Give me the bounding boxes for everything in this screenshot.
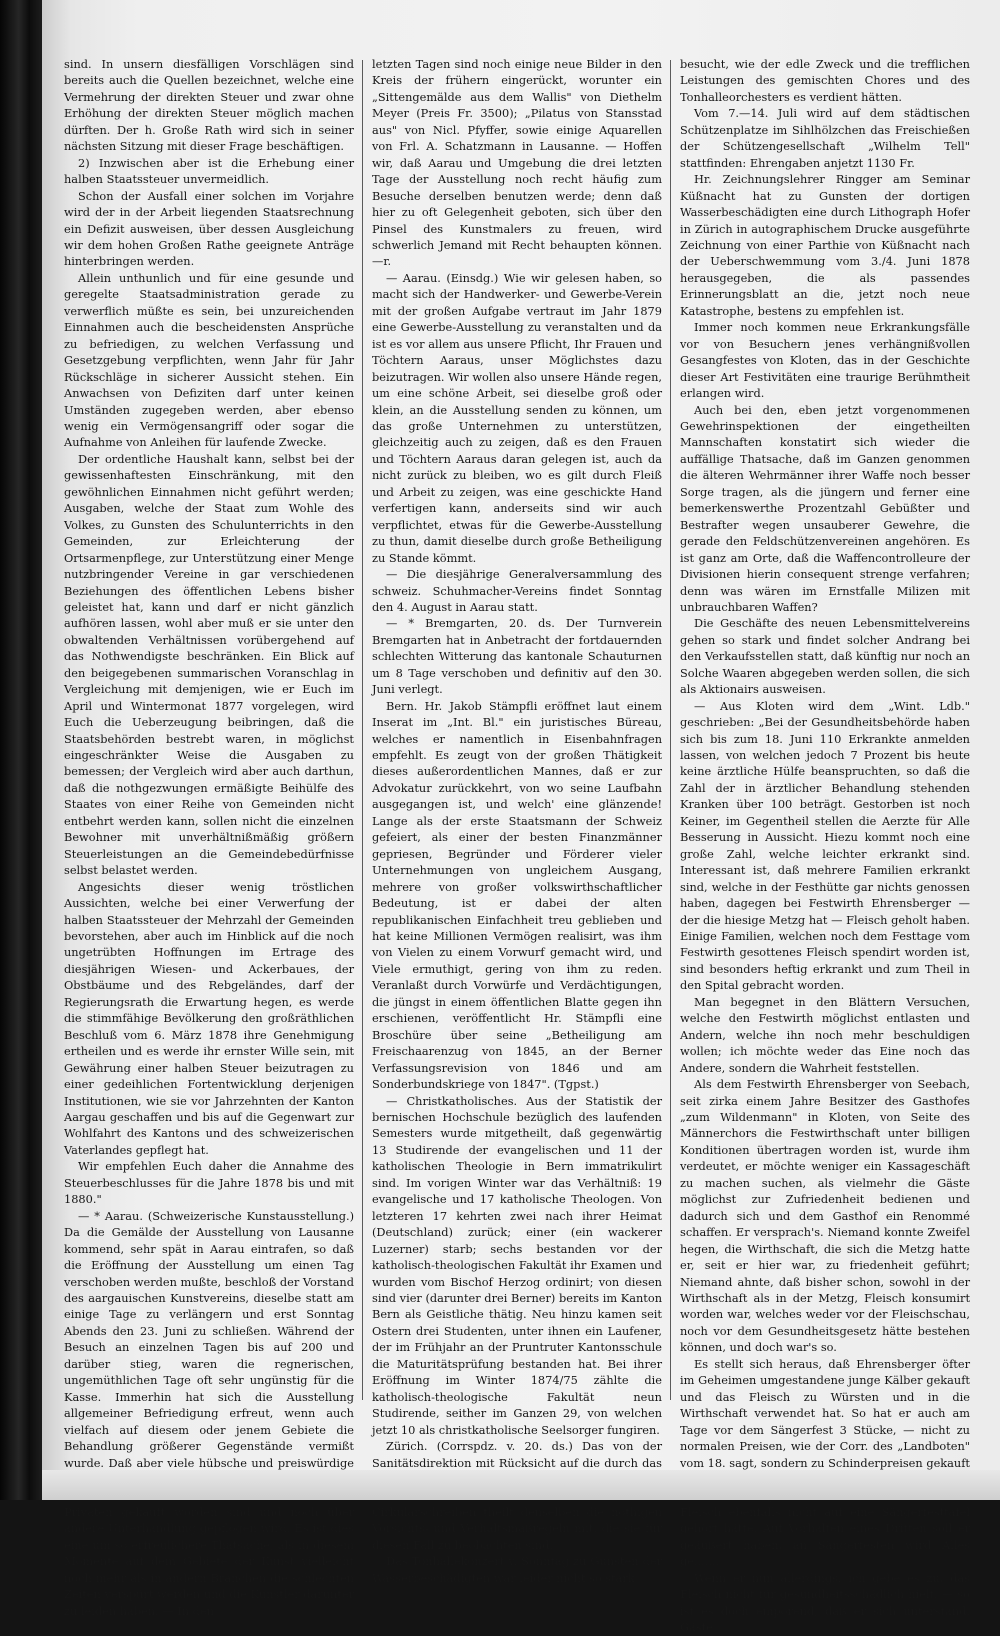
paragraph: — Aarau. (Einsdg.) Wie wir gelesen haben, so macht sich der Handwerker- und Gewerbe-Verein mit der großen Aufgabe vertraut im Jahr 1879 eine Gewerbe-Ausstellung zu veranstalten und da ist es vor allem aus unsere Pflicht, Ihr Frauen und Töchtern Aaraus, unser Möglichstes dazu beizutragen. Wir wollen also unsere Hände regen, um eine schöne Arbeit, sei dieselbe groß oder klein, an die Ausstellung senden zu können, um das große Unternehmen zu unterstützen, gleichzeitig auch zu zeigen, daß es den Frauen und Töchtern Aaraus daran gelegen ist, auch da nicht zurück zu bleiben, wo es gilt durch Fleiß und Arbeit zu zeigen, was eine geschickte Hand verfertigen kann, anderseits sind wir auch verpflichtet, etwas für die Gewerbe-Ausstellung zu thun, damit dieselbe durch große Betheiligung zu Stande kömmt. [372, 270, 662, 565]
column-rule-right [670, 60, 671, 1400]
paragraph: Es stellt sich heraus, daß Ehrensberger öfter im Geheimen umgestandene junge Kälber gekauft und das Fleisch zu Würsten und in die Wirthschaft verwendet hat. So hat er auch am Tage vor dem Sängerfest 3 Stücke, — nicht zu normalen Preisen, wie der Corr. des „Landboten" vom 18. sagt, sondern zu Schinderpreisen gekauft Fleisch ebenfalls nicht auf eine Sängerfesttafel gehört hätte. Auf Vorhalten eines Dritten soll er geäußert haben, an Sängerfesten wird Alles ge....... [680, 1356, 970, 1569]
paragraph: Allein unthunlich und für eine gesunde und geregelte Staatsadministration gerade zu verwerflich müßte es sein, bei unzureichenden Einnahmen auch die bescheidensten Ansprüche zu befriedigen, zu welchen Verfassung und Gesetzgebung verpflichten, wenn Jahr für Jahr Rückschläge in sicherer Aussicht stehen. Ein Anwachsen von Defiziten darf unter keinen Umständen zugegeben werden, aber ebenso wenig ein Vermögensangriff oder sogar die Aufnahme von Anleihen für laufende Zwecke. [64, 270, 354, 450]
paragraph: — Die diesjährige Generalversammlung des schweiz. Schuhmacher-Vereins findet Sonntag den 4. August in Aarau statt. [372, 567, 662, 614]
paragraph: letzten Tagen sind noch einige neue Bilder in den Kreis der frühern eingerückt, worunter ein „Sittengemälde aus dem Wallis" von Diethelm Meyer (Preis Fr. 3500); „Pilatus von Stansstad aus" von Nicl. Pfyffer, sowie einige Aquarellen von Frl. A. Schatzmann in Lausanne. — Hoffen wir, daß Aarau und Umgebung die drei letzten Tage der Ausstellung noch recht häufig zum Besuche derselben benutzen werde; denn daß hier zu oft Gelegenheit geboten, sich über den Pinsel des Kunstmalers zu freuen, wird schwerlich Jemand mit Recht behaupten können. —r. [372, 57, 662, 269]
paragraph: Bern. Hr. Jakob Stämpfli eröffnet laut einem Inserat im „Int. Bl." ein juristisches Büreau, welches er namentlich in Eisenbahnfragen empfehlt. Es zeugt von der großen Thätigkeit dieses außerordentlichen Mannes, daß er zur Advokatur zurückkehrt, von wo seine Laufbahn ausgegangen ist, und welch' eine glänzende! Lange als der erste Staatsmann der Schweiz gefeiert, als einer der besten Finanzmänner gepriesen, Begründer und Förderer vieler Unternehmungen von ungleichem Ausgang, mehrere von großer volkswirthschaftlicher Bedeutung, ist er dabei der alten republikanischen Einfachheit treu geblieben und hat keine Millionen Vermögen realisirt, was ihm von Vielen zu einem Vorwurf gemacht wird, und Viele ermuthigt, gering von ihm zu reden. Veranlaßt durch Vorwürfe und Verdächtigungen, die jüngst in einem öffentlichen Blatte gegen ihn erschienen, veröffentlicht Hr. Stämpfli eine Broschüre über seine „Betheiligung am Freischaarenzug von 1845, an der Berner Verfassungsrevision von 1846 und am Sonderbundskriege von 1847". (Tgpst.) [372, 698, 662, 1092]
paragraph: Das Tonhallekonzert v. Sonntag zu Gunsten der Wasserbeschädigten war leider nicht so stark [372, 1554, 662, 1585]
paragraph: Wenn er nun allerdings, ich gebe es zu, das Fleisch nicht für gesundheitsschädlich hielt, — so ist es doch empörend, daß er sich unterstand, Gäste [680, 1570, 970, 1635]
text-column-3 [680, 56, 970, 1635]
newspaper-page [42, 0, 1000, 1635]
paragraph: Hr. Zeichnungslehrer Ringger am Seminar Küßnacht hat zu Gunsten der dortigen Wasserbeschädigten eine durch Lithograph Hofer in Zürich in autographischem Drucke ausgeführte Zeichnung von einer Parthie von Küßnacht nach der Ueberschwemmung vom 3./4. Juni 1878 herausgegeben, die als passendes Erinnerungsblatt an die, jetzt noch neue Katastrophe, bestens zu empfehlen ist. [680, 172, 970, 318]
paragraph: Man begegnet in den Blättern Versuchen, welche den Festwirth möglichst entlasten und Andern, welche ihn noch mehr beschuldigen wollen; ich möchte weder das Eine noch das Andere, sondern die Wahrheit feststellen. [680, 994, 970, 1075]
paragraph: — * Bremgarten, 20. ds. Der Turnverein Bremgarten hat in Anbetracht der fortdauernden schlechten Witterung das kantonale Schauturnen um 8 Tage verschoben und definitiv auf den 30. Juni verlegt. [372, 616, 662, 697]
page-bottom-edge [42, 1470, 1000, 1500]
paragraph: Angesichts dieser wenig tröstlichen Aussichten, welche bei einer Verwerfung der halben Staatssteuer der Mehrzahl der Gemeinden bevorstehen, aber auch im Hinblick auf die noch ungetrübten Hoffnungen im Ertrage des diesjährigen Wiesen- und Ackerbaues, der Obstbäume und des Rebgeländes, darf der Regierungsrath die Erwartung hegen, es werde die stimmfähige Bevölkerung den großräthlichen Beschluß vom 6. März 1878 ihre Genehmigung ertheilen und es werde ihr ernster Wille sein, mit Gewährung einer halben Steuer beizutragen zu einer gedeihlichen Fortentwicklung derjenigen Institutionen, wie sie vor Jahrzehnten der Kanton Aargau geschaffen und bis auf die Gegenwart zur Wohlfahrt des Kantons und des schweizerischen Vaterlandes gepflegt hat. [64, 879, 354, 1157]
paragraph: Wir empfehlen Euch daher die Annahme des Steuerbeschlusses für die Jahre 1878 bis und mit 1880." [64, 1159, 354, 1207]
column-rule-left [362, 60, 363, 1400]
paragraph: — Aus Kloten wird dem „Wint. Ldb." geschrieben: „Bei der Gesundheitsbehörde haben sich bis zum 18. Juni 110 Erkrankte anmelden lassen, von welchen jedoch 7 Prozent bis heute keine ärztliche Hülfe beanspruchten, so daß die Zahl der in ärztlicher Behandlung stehenden Kranken über 100 beträgt. Gestorben ist noch Keiner, im Gegentheil stellen die Aerzte für Alle Besserung in Aussicht. Hiezu kommt noch eine große Zahl, welche leichter erkrankt sind. Interessant ist, daß mehrere Familien erkrankt sind, welche in der Festhütte gar nichts genossen haben, dagegen bei Festwirth Ehrensberger — der die hiesige Metzg hat — Fleisch geholt haben. Einige Familien, welchen noch dem Festtage vom Festwirth gesottenes Fleisch spendirt worden ist, sind besonders heftig erkrankt und zum Theil in den Spital gebracht worden. [680, 698, 970, 993]
paragraph: Zürich. (Corrspdz. v. 20. ds.) Das von der Sanitätsdirektion mit Rücksicht auf die durch das Cirkularschreiben theilt denselben die nöthigen Vorsichts- und Verhaltsmaßregeln mit, die sie für diesen Fall zu beobachten sind. [372, 1439, 662, 1552]
paragraph: Der ordentliche Haushalt kann, selbst bei der gewissenhaftesten Einschränkung, mit den gewöhnlichen Einnahmen nicht geführt werden; Ausgaben, welche der Staat zum Wohle des Volkes, zu Gunsten des Schulunterrichts in den Gemeinden, zur Erleichterung der Ortsarmenpflege, zur Unterstützung einer Menge nutzbringender Vereine in gar verschiedenen Beziehungen des öffentlichen Lebens bisher geleistet hat, kann und darf er nicht gänzlich aufhören lassen, wohl aber muß er sie unter den obwaltenden Verhältnissen vorübergehend auf das Nothwendigste beschränken. Ein Blick auf den beigegebenen summarischen Voranschlag in Vergleichung mit demjenigen, wie er Euch im April und Wintermonat 1877 vorgelegen, wird Euch die Ueberzeugung beibringen, daß die Staatsbehörden bestrebt waren, in möglichst eingeschränkter Weise die Ausgaben zu bemessen; der Vergleich wird aber auch darthun, daß die nothgezwungen ermäßigte Beihülfe des Staates von einer Reihe von Gemeinden nicht entbehrt werden kann, sollen nicht die einzelnen Bewohner mit unverhältnißmäßig größern Steuerleistungen an die Gemeindebedürfnisse selbst belastet werden. [64, 451, 354, 878]
paragraph: — Christkatholisches. Aus der Statistik der bernischen Hochschule bezüglich des laufenden Semesters wurde mitgetheilt, daß gegenwärtig 13 Studirende der evangelischen und 11 der katholischen Theologie in Bern immatrikulirt sind. Im vorigen Winter war das Verhältniß: 19 evangelische und 17 katholische Theologen. Von letzteren 17 kehrten zwei nach ihrer Heimat (Deutschland) zurück; einer (ein wackerer Luzerner) starb; sechs bestanden vor der katholisch-theologischen Fakultät ihr Examen und wurden vom Bischof Herzog ordinirt; von diesen sind vier (darunter drei Berner) bereits im Kanton Bern als Geistliche thätig. Neu hinzu kamen seit Ostern drei Studenten, unter ihnen ein Laufener, der im Frühjahr an der Pruntruter Kantonsschule die Maturitätsprüfung bestanden hat. Bei ihrer Eröffnung im Winter 1874/75 zählte die katholisch-theologische Fakultät neun Studirende, seither im Ganzen 29, von welchen jetzt 10 als christkatholische Seelsorger fungiren. [372, 1093, 662, 1437]
paragraph: Vom 7.—14. Juli wird auf dem städtischen Schützenplatze im Sihlhölzchen das Freischießen der Schützengesellschaft „Wilhelm Tell" stattfinden: Ehrengaben anjetzt 1130 Fr. [680, 106, 970, 170]
paragraph: Als dem Festwirth Ehrensberger von Seebach, seit zirka einem Jahre Besitzer des Gasthofes „zum Wildenmann" in Kloten, von Seite des Männerchors die Festwirthschaft unter billigen Konditionen übertragen worden ist, wurde ihm verdeutet, er möchte weniger ein Kassageschäft zu machen suchen, als vielmehr die Gäste möglichst zur Zufriedenheit bedienen und dadurch sich und dem Gasthof ein Renommé schaffen. Er versprach's. Niemand konnte Zweifel hegen, die Wirthschaft, die sich die Metzg hatte er, seit er hier war, zu friedenheit geführt; Niemand ahnte, daß bisher schon, sowohl in der Wirthschaft als in der Metzg, Fleisch konsumirt worden war, welches weder vor der Fleischschau, noch vor dem Gesundheitsgesetz hätte bestehen können, und doch war's so. [680, 1077, 970, 1355]
paragraph: Die Geschäfte des neuen Lebensmittelvereins gehen so stark und findet solcher Andrang bei den Verkaufsstellen statt, daß künftig nur noch an Solche Waaren abgegeben werden sollen, die sich als Aktionairs ausweisen. [680, 616, 970, 697]
paragraph: sind. In unsern diesfälligen Vorschlägen sind bereits auch die Quellen bezeichnet, welche eine Vermehrung der direkten Steuer und zwar ohne Erhöhung der direkten Steuer möglich machen dürften. Der h. Große Rath wird sich in seiner nächsten Sitzung mit dieser Frage beschäftigen. [64, 57, 354, 154]
paragraph: Auch bei den, eben jetzt vorgenommenen Gewehrinspektionen der eingetheilten Mannschaften konstatirt sich wieder die auffällige Thatsache, daß im Ganzen genommen die älteren Wehrmänner ihrer Waffe noch besser Sorge tragen, als die jüngern und ferner eine bemerkenswerthe Prozentzahl Gebüßter und Bestrafter wegen unsauberer Gewehre, die gerade den Feldschützenvereinen angehören. Es ist ganz am Orte, daß die Waffencontrolleure der Divisionen hierin consequent strenge verfahren; denn was wären im Ernstfalle Milizen mit unbrauchbaren Waffen? [680, 402, 970, 614]
paragraph: 2) Inzwischen aber ist die Erhebung einer halben Staatssteuer unvermeidlich. [64, 155, 354, 187]
text-column-1 [64, 56, 354, 1618]
text-column-2 [372, 56, 662, 1585]
paragraph: Immer noch kommen neue Erkrankungsfälle vor von Besuchern jenes verhängnißvollen Gesangfestes von Kloten, das in der Geschichte dieser Art Festivitäten eine traurige Berühmtheit erlangen wird. [680, 320, 970, 401]
paragraph: besucht, wie der edle Zweck und die trefflichen Leistungen des gemischten Chores und des Tonhalleorchesters es verdient hätten. [680, 57, 970, 104]
paragraph: Schon der Ausfall einer solchen im Vorjahre wird der in der Arbeit liegenden Staatsrechnung ein Defizit ausweisen, über dessen Ausgleichung wir dem hohen Großen Rathe geeignete Anträge hinterbringen werden. [64, 188, 354, 269]
paragraph: — * Aarau. (Schweizerische Kunstausstellung.) Da die Gemälde der Ausstellung von Lausanne kommend, sehr spät in Aarau eintrafen, so daß die Eröffnung der Ausstellung um einen Tag verschoben werden mußte, beschloß der Vorstand des aargauischen Kunstvereins, dieselbe statt am einige Tage zu verlängern und erst Sonntag Abends den 23. Juni zu schließen. Während der Besuch an einzelnen Tagen bis auf 200 und darüber stieg, waren die regnerischen, ungemüthlichen Tage oft sehr ungünstig für die Kasse. Immerhin hat sich die Ausstellung allgemeiner Befriedigung erfreut, wenn auch vielfach auf diesem oder jenem Gebiete die Behandlung größerer Gegenstände vermißt wurde. Daß aber viele hübsche und preiswürdige Privaten gekauft worden sind und noch über andere Unterhandlung gepflogen wird. Es ist dies eine um so erfreulichere Thatsache, als in diesem Momente auf dem Gebiete der Kunst vielleicht noch mehr als in andern Branchen die schlechten Zeiten verspürt werden und die Künstler darunter zu leiden haben. — In den [64, 1208, 354, 1618]
book-spine [0, 0, 42, 1500]
